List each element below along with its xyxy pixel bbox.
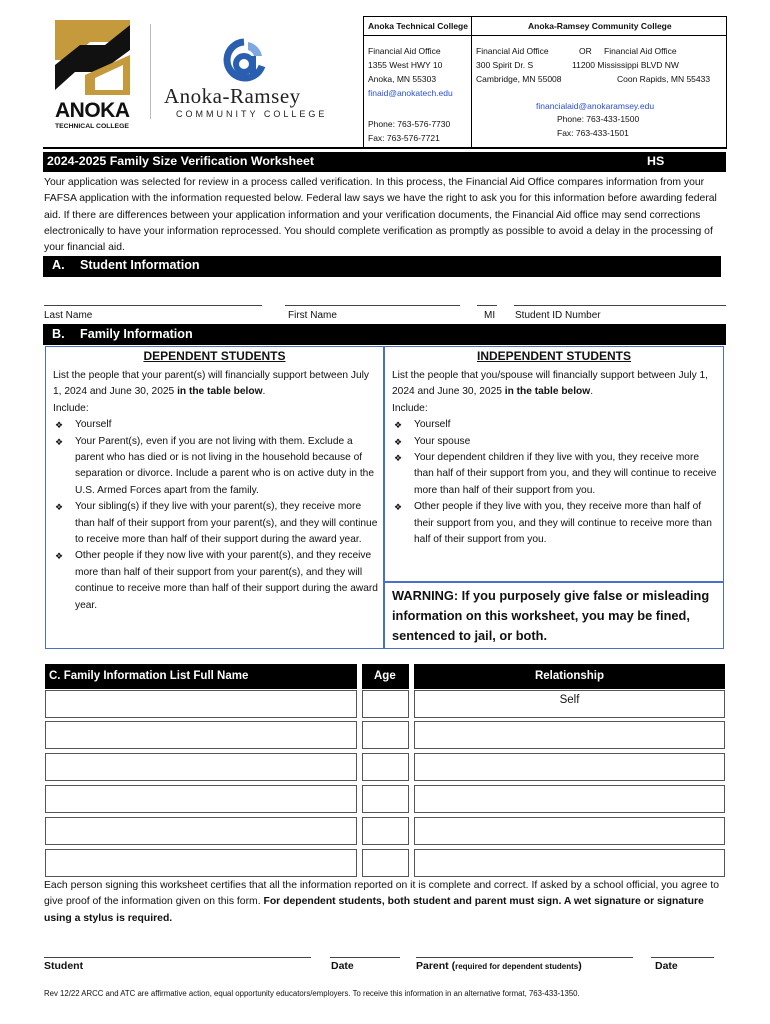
- name-cell[interactable]: [45, 721, 357, 749]
- age-cell-text: [363, 818, 408, 821]
- list-item: ❖ Yourself: [392, 417, 718, 433]
- diamond-bullet-icon: ❖: [394, 436, 403, 447]
- age-cell-text: [363, 786, 408, 789]
- list-item: ❖ Yourself: [53, 417, 378, 433]
- relationship-cell-text: [415, 818, 724, 821]
- age-cell-text: [363, 722, 408, 725]
- table-header-name: C. Family Information List Full Name: [45, 664, 357, 689]
- relationship-cell[interactable]: [414, 785, 725, 813]
- name-cell-text: [46, 722, 356, 725]
- section-a-bar: [43, 256, 721, 277]
- relationship-cell[interactable]: [414, 753, 725, 781]
- name-cell-text: [46, 691, 356, 694]
- section-a-label: A.: [52, 258, 65, 272]
- name-cell[interactable]: [45, 690, 357, 718]
- arcc-address-left1: 300 Spirit Dr. S: [476, 60, 534, 70]
- intro-paragraph: Your application was selected for review in a process called verification. In this process, the Financial Aid Office compares information from your FAFSA application with the information requested below. Federal law says we have the right to ask you for this information before awarding federal aid. If there are differences between your application information and your verification documents, the Financial Aid office may send corrections electronically to have your information reprocessed. You should complete verification as promptly as possible to avoid a delay in the processing of your financial aid.: [44, 177, 717, 254]
- relationship-cell[interactable]: [414, 817, 725, 845]
- header-top-rule: [363, 16, 726, 17]
- age-cell[interactable]: [362, 721, 409, 749]
- name-cell[interactable]: [45, 817, 357, 845]
- list-item: ❖ Your dependent children if they live with you, they receive more than half of their support from you, and they will continue to receive more than half of their support from you.: [392, 450, 718, 499]
- arcc-address-left2: Cambridge, MN 55008: [476, 74, 562, 84]
- diamond-bullet-icon: ❖: [394, 502, 403, 513]
- mi-field[interactable]: [477, 305, 497, 306]
- title-top-rule: [43, 147, 726, 149]
- first-name-field[interactable]: [285, 305, 460, 306]
- diamond-bullet-icon: ❖: [394, 420, 403, 431]
- name-cell-text: [46, 786, 356, 789]
- table-header-age: Age: [362, 664, 409, 689]
- anoka-technical-college-logo: [55, 20, 130, 130]
- relationship-cell[interactable]: [414, 690, 725, 718]
- logo-divider: [150, 24, 151, 119]
- relationship-cell-text: [415, 754, 724, 757]
- last-name-label: Last Name: [44, 310, 93, 321]
- atc-fax: Fax: 763-576-7721: [368, 133, 440, 143]
- arcc-logo-mark-icon: [222, 38, 266, 86]
- dependent-include-label: Include:: [53, 402, 89, 414]
- age-cell-text: [363, 691, 408, 694]
- worksheet-code: HS: [647, 154, 665, 168]
- arcc-office-right: Financial Aid Office: [604, 46, 677, 56]
- relationship-cell-text: [415, 786, 724, 789]
- mi-label: MI: [484, 310, 496, 321]
- arcc-fax: Fax: 763-433-1501: [557, 128, 629, 138]
- name-cell[interactable]: [45, 849, 357, 877]
- relationship-cell[interactable]: [414, 721, 725, 749]
- atc-office: Financial Aid Office: [368, 46, 441, 56]
- first-name-label: First Name: [288, 310, 337, 321]
- name-cell[interactable]: [45, 753, 357, 781]
- atc-title: Anoka Technical College: [368, 21, 468, 31]
- student-id-label: Student ID Number: [515, 310, 601, 321]
- name-cell-text: [46, 850, 356, 853]
- parent-date-field[interactable]: [651, 957, 714, 958]
- parent-signature-label: Parent (required for dependent students): [416, 960, 582, 972]
- list-item: ❖ Other people if they live with you, they receive more than half of their support from you, and they will continue to receive more than half of their support from you.: [392, 499, 718, 548]
- atc-address1: 1355 West HWY 10: [368, 60, 443, 70]
- diamond-bullet-icon: ❖: [55, 551, 64, 562]
- header-col-rule: [471, 16, 472, 149]
- independent-include-label: Include:: [392, 402, 428, 414]
- atc-logo-mark-icon: [55, 20, 130, 95]
- relationship-cell[interactable]: [414, 849, 725, 877]
- age-cell[interactable]: [362, 785, 409, 813]
- diamond-bullet-icon: ❖: [394, 453, 403, 464]
- list-item: ❖ Other people if they now live with your parent(s), and they receive more than half of their support from your parent(s), and they will continue to receive more than half of their support during the award year.: [53, 548, 378, 614]
- list-item: ❖ Your sibling(s) if they live with your parent(s), they receive more than half of their support from your parent(s), and they will continue to receive more than half of their support during the award year.: [53, 499, 378, 548]
- section-a-title: Student Information: [80, 258, 200, 272]
- name-cell-text: [46, 754, 356, 757]
- independent-intro: List the people that you/spouse will financially support between July 1, 2024 and June 30, 2025 in the table below.: [392, 370, 709, 398]
- warning-text: WARNING: If you purposely give false or misleading information on this worksheet, you may be fined, sentenced to jail, or both.: [392, 588, 710, 643]
- anoka-ramsey-logo: [160, 20, 335, 120]
- list-item: ❖ Your spouse: [392, 434, 718, 450]
- age-cell-text: [363, 754, 408, 757]
- diamond-bullet-icon: ❖: [55, 436, 64, 447]
- table-header-relationship: Relationship: [414, 664, 725, 689]
- arcc-title: Anoka-Ramsey Community College: [528, 21, 672, 31]
- age-cell-text: [363, 850, 408, 853]
- arcc-office-left: Financial Aid Office: [476, 46, 549, 56]
- dependent-heading: DEPENDENT STUDENTS: [143, 349, 286, 363]
- atc-address2: Anoka, MN 55303: [368, 74, 437, 84]
- arcc-logo-sub: COMMUNITY COLLEGE: [176, 109, 328, 119]
- student-date-field[interactable]: [330, 957, 400, 958]
- relationship-cell-text: [415, 850, 724, 853]
- header-mid-rule: [363, 35, 726, 36]
- independent-heading: INDEPENDENT STUDENTS: [476, 349, 631, 363]
- independent-instructions: [392, 368, 718, 548]
- header-left-rule: [363, 16, 364, 149]
- last-name-field[interactable]: [44, 305, 262, 306]
- dependent-intro: List the people that your parent(s) will financially support between July 1, 2024 and June 30, 2025 in the table below.: [53, 370, 369, 398]
- age-cell[interactable]: [362, 690, 409, 718]
- arcc-or: OR: [579, 46, 592, 56]
- section-b-label: B.: [52, 327, 65, 341]
- relationship-cell-text: [415, 722, 724, 725]
- student-date-label: Date: [331, 960, 354, 972]
- arcc-phone: Phone: 763-433-1500: [557, 114, 640, 124]
- dependent-instructions: [53, 368, 378, 614]
- age-cell[interactable]: [362, 849, 409, 877]
- certification-paragraph: Each person signing this worksheet certifies that all the information reported on it is complete and correct. If asked by a school official, you agree to give proof of the information given on this form. For dependent students, both student and parent must sign. A wet signature or signature using a stylus is required.: [44, 880, 719, 924]
- section-b-title: Family Information: [80, 327, 193, 341]
- student-id-field[interactable]: [514, 305, 726, 306]
- footer-text: Rev 12/22 ARCC and ATC are affirmative action, equal opportunity educators/employers. To receive this information in an alternative format, 763-433-1350.: [44, 989, 580, 998]
- worksheet-title: 2024-2025 Family Size Verification Worksheet: [47, 154, 314, 168]
- diamond-bullet-icon: ❖: [55, 502, 64, 513]
- parent-date-label: Date: [655, 960, 678, 972]
- student-signature-label: Student: [44, 960, 84, 972]
- relationship-cell-text: Self: [559, 694, 580, 706]
- parent-signature-field[interactable]: [416, 957, 633, 958]
- arcc-email-link[interactable]: financialaid@anokaramsey.edu: [536, 101, 655, 111]
- name-cell[interactable]: [45, 785, 357, 813]
- header-right-rule: [726, 16, 727, 149]
- atc-logo-line1: ANOKA: [55, 99, 130, 122]
- age-cell[interactable]: [362, 753, 409, 781]
- list-item: ❖ Your Parent(s), even if you are not living with them. Exclude a parent who has died or is not living in the household because of separation or divorce. Include a parent who is on active duty in the U.S. Armed Forces apart from the family.: [53, 434, 378, 500]
- section-b-bar: [43, 324, 726, 345]
- age-cell[interactable]: [362, 817, 409, 845]
- arcc-address-right1: 11200 Mississippi BLVD NW: [572, 60, 679, 70]
- arcc-logo-name: Anoka-Ramsey: [164, 84, 301, 108]
- atc-phone: Phone: 763-576-7730: [368, 119, 451, 129]
- diamond-bullet-icon: ❖: [55, 420, 64, 431]
- title-bar: [43, 152, 726, 172]
- atc-logo-line2: TECHNICAL COLLEGE: [55, 123, 129, 130]
- student-signature-field[interactable]: [44, 957, 311, 958]
- arcc-address-right2: Coon Rapids, MN 55433: [617, 74, 711, 84]
- name-cell-text: [46, 818, 356, 821]
- atc-email-link[interactable]: finaid@anokatech.edu: [368, 88, 453, 98]
